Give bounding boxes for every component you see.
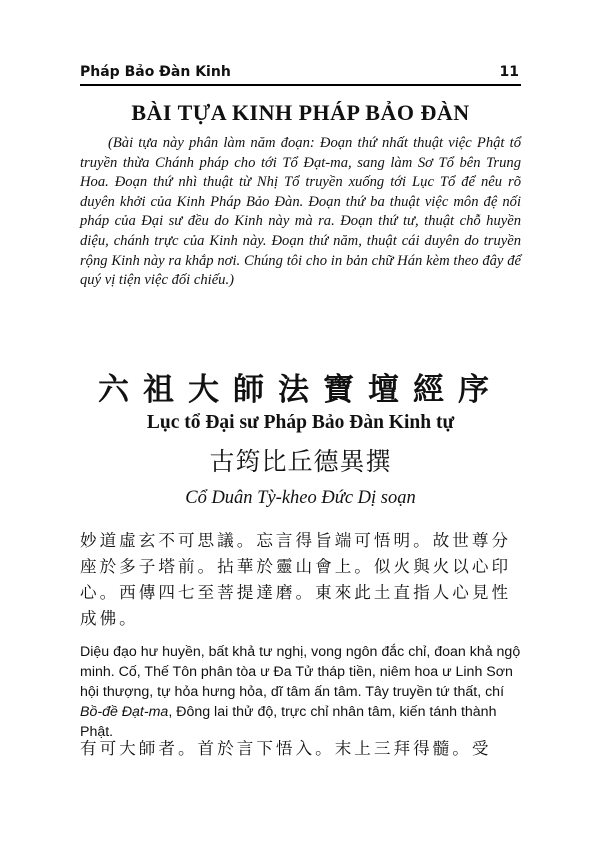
vietnamese-transliteration-paragraph (80, 642, 521, 742)
section-title: BÀI TỰA KINH PHÁP BẢO ĐÀN (131, 100, 470, 125)
vn-para-part1: Diệu đạo hư huyền, bất khả tư nghị, vong ngôn đắc chỉ, đoan khả ngộ minh. Cố, Thế Tôn phân tòa ư Đa Tử tháp tiền, niêm hoa ư Linh Sơn hội thượng, tự hỏa hưng hỏa, dĩ tâm ấn tâm. Tây truyền tứ thất, chí (80, 644, 521, 700)
vietnamese-author-line: Cổ Duân Tỳ-kheo Đức Dị soạn (185, 488, 416, 508)
vn-para-part2: , Đông lai thử độ, trực chỉ nhân tâm, kiến tánh thành Phật. (80, 704, 497, 740)
vn-para-italic-name: Bồ-đề Đạt-ma (80, 704, 169, 720)
chinese-author-line: 古筠比丘德異撰 (209, 447, 392, 476)
vietnamese-title: Lục tổ Đại sư Pháp Bảo Đàn Kinh tự (146, 412, 455, 433)
chinese-title: 六祖大師法寶壇經序 (98, 372, 503, 408)
running-header (80, 60, 521, 86)
chinese-paragraph-1: 妙道虛玄不可思議。忘言得旨端可悟明。故世尊分座於多子塔前。拈華於靈山會上。似火與火以心印心。西傳四七至菩提達磨。東來此土直指人心見性成佛。 (80, 531, 512, 628)
chinese-paragraph-2: 有可大師者。首於言下悟入。末上三拜得髓。受 (80, 739, 492, 758)
preface-paragraph: (Bài tựa này phân làm năm đoạn: Đoạn thứ nhất thuật việc Phật tổ truyền thừa Chánh pháp cho tới Tổ Đạt-ma, sang làm Sơ Tổ bên Trung Hoa. Đoạn thứ nhì thuật từ Nhị Tổ truyền xuống tới Lục Tổ để nêu rõ duyên khởi của Kinh Pháp Bảo Đàn. Đoạn thứ ba thuật việc môn đệ nối pháp của Đại sư đều do Kinh này mà ra. Đoạn thứ tư, thuật chỗ huyền diệu, chánh trực của Kinh này. Đoạn thứ năm, thuật cái duyên do truyền rộng Kinh này ra khắp nơi. Chúng tôi cho in bản chữ Hán kèm theo đây để quý vị tiện việc đối chiếu.) (80, 135, 521, 289)
running-header-title: Pháp Bảo Đàn Kinh (80, 64, 231, 80)
page-number: 11 (499, 64, 519, 80)
